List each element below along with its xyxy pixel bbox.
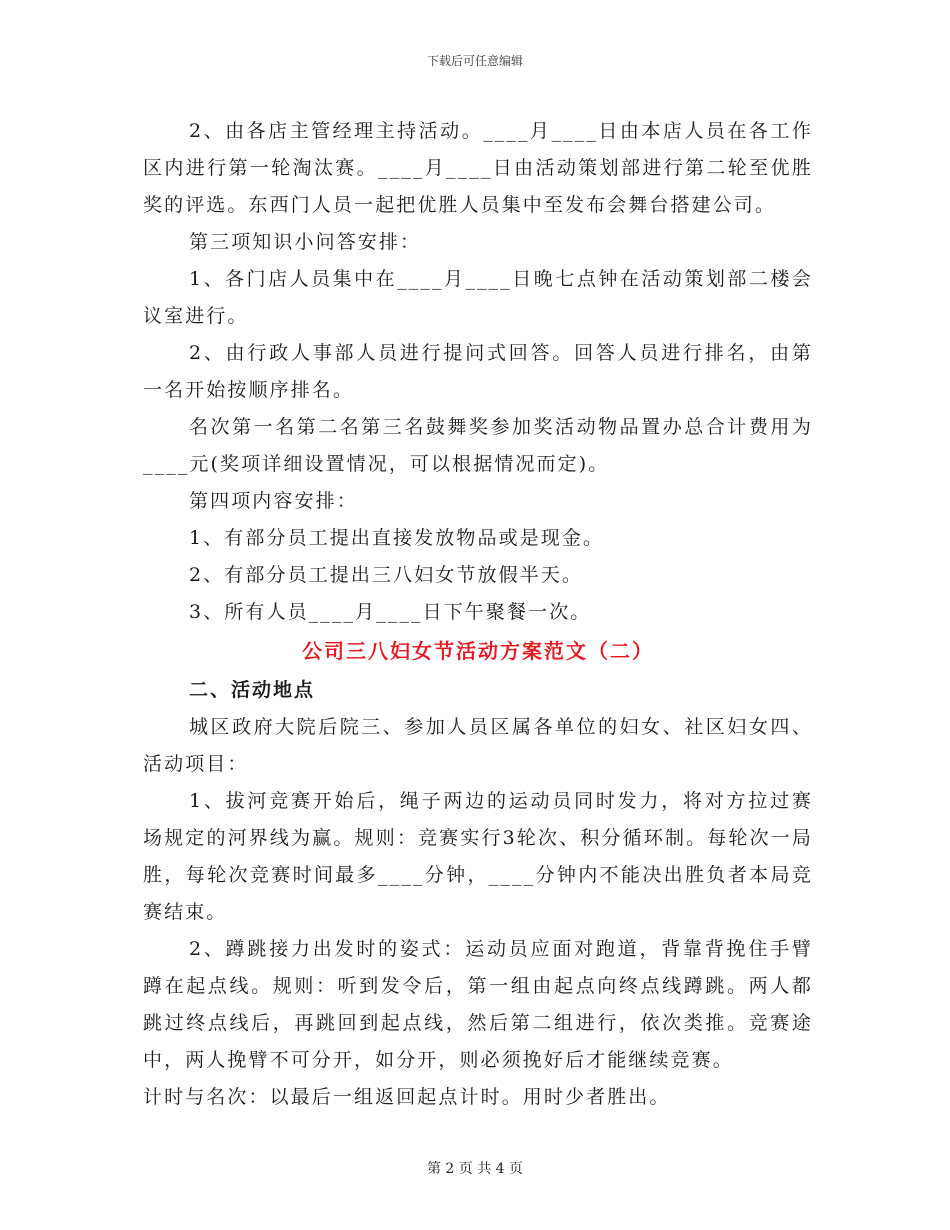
paragraph-location: 城区政府大院后院三、参加人员区属各单位的妇女、社区妇女四、活动项目： xyxy=(143,716,813,775)
paragraph-quiz-ranking: 2、由行政人事部人员进行提问式回答。回答人员进行排名，由第一名开始按顺序排名。 xyxy=(143,342,813,401)
paragraph-host-activity: 2、由各店主管经理主持活动。____月____日由本店人员在各工作区内进行第一轮淘汰赛。____月____日由活动策划部进行第二轮至优胜奖的评选。东西门人员一起把优胜人员集中至发布会舞台搭建公司。 xyxy=(143,120,813,216)
paragraph-item4-heading: 第四项内容安排： xyxy=(189,490,358,512)
paragraph-tug-of-war: 1、拔河竞赛开始后，绳子两边的运动员同时发力，将对方拉过赛场规定的河界线为赢。规则：竞赛实行3轮次、积分循环制。每轮次一局胜，每轮次竞赛时间最多____分钟，____分钟内不能决出胜负者本局竞赛结束。 xyxy=(143,790,813,923)
paragraph-item4-dinner: 3、所有人员____月____日下午聚餐一次。 xyxy=(189,601,592,623)
subheading-location: 二、活动地点 xyxy=(189,679,316,701)
section-title: 公司三八妇女节活动方案范文（二） xyxy=(302,639,654,663)
paragraph-item4-goods: 1、有部分员工提出直接发放物品或是现金。 xyxy=(189,527,605,549)
document-body xyxy=(143,113,813,1116)
paragraph-squat-jump: 2、蹲跳接力出发时的姿式：运动员应面对跑道，背靠背挽住手臂蹲在起点线。规则：听到发令后，第一组由起点向终点线蹲跳。两人都跳过终点线后，再跳回到起点线，然后第二组进行，依次类推。竞赛途中，两人挽臂不可分开，如分开，则必须挽好后才能继续竞赛。 xyxy=(143,938,813,1071)
paragraph-quiz-gather: 1、各门店人员集中在____月____日晚七点钟在活动策划部二楼会议室进行。 xyxy=(143,268,813,327)
page-header: 下载后可任意编辑 xyxy=(426,54,523,68)
paragraph-prize-budget: 名次第一名第二名第三名鼓舞奖参加奖活动物品置办总合计费用为____元(奖项详细设置情况，可以根据情况而定)。 xyxy=(143,416,813,475)
paragraph-timing: 计时与名次：以最后一组返回起点计时。用时少者胜出。 xyxy=(143,1086,671,1108)
page-footer: 第 2 页 共 4 页 xyxy=(426,1161,524,1177)
paragraph-quiz-heading: 第三项知识小问答安排： xyxy=(189,231,422,253)
paragraph-item4-halfday: 2、有部分员工提出三八妇女节放假半天。 xyxy=(189,564,583,586)
